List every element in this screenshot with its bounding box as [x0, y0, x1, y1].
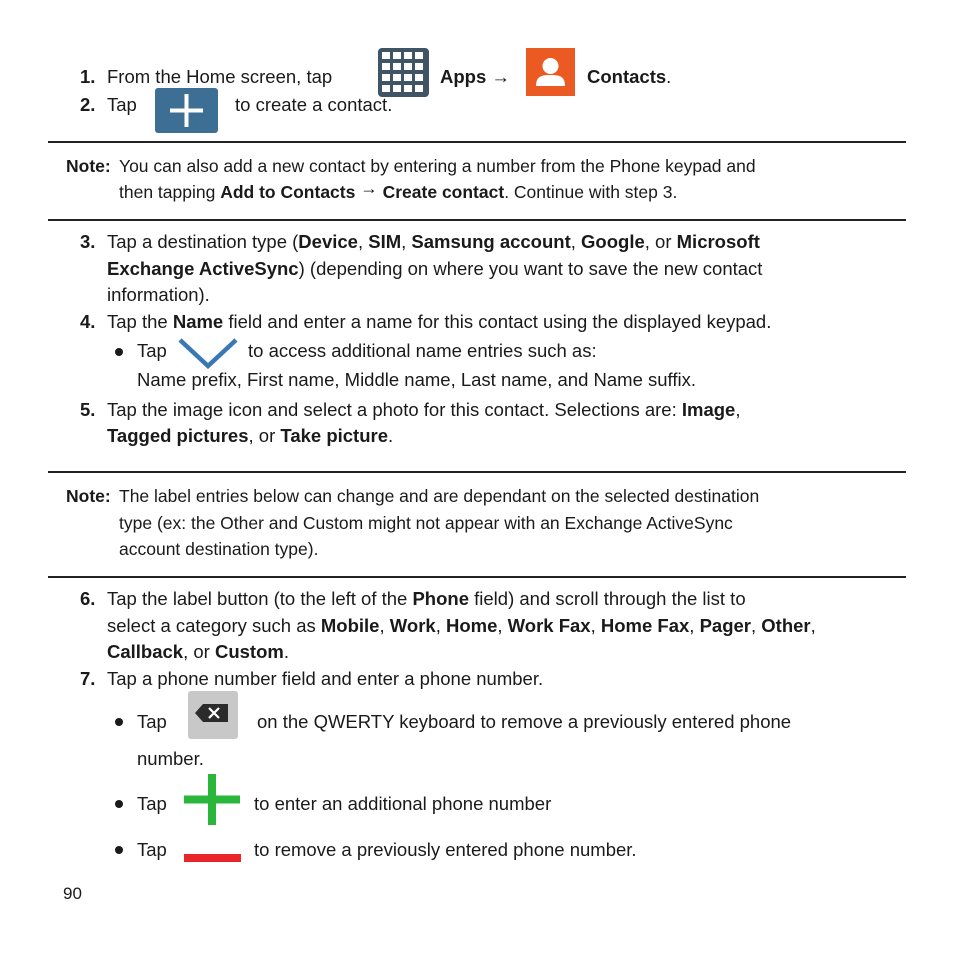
- step-text: Tagged pictures, or Take picture.: [107, 425, 394, 446]
- bullet-text: Tap: [137, 793, 167, 814]
- step-text: Exchange ActiveSync) (depending on where you want to save the new contact: [107, 258, 763, 279]
- contacts-icon: [526, 48, 575, 96]
- note-text: type (ex: the Other and Custom might not appear with an Exchange ActiveSync: [119, 513, 733, 533]
- step-number: 1.: [80, 66, 96, 87]
- bullet: [115, 348, 123, 356]
- bullet-text: to access additional name entries such as:: [248, 340, 597, 361]
- step-text: From the Home screen, tap: [107, 66, 333, 87]
- step-text: to create a contact.: [235, 94, 393, 115]
- bullet: [115, 800, 123, 808]
- divider: [48, 219, 906, 221]
- note-text: You can also add a new contact by entering a number from the Phone keypad and: [119, 156, 756, 176]
- apps-icon: [378, 48, 429, 97]
- backspace-icon: [188, 691, 238, 739]
- step-text: select a category such as Mobile, Work, Home, Work Fax, Home Fax, Pager, Other,: [107, 615, 816, 636]
- bullet-text: number.: [137, 748, 204, 769]
- step-text: Callback, or Custom.: [107, 641, 289, 662]
- note-text: account destination type).: [119, 539, 319, 559]
- step-number: 7.: [80, 668, 96, 689]
- step-text: Tap the image icon and select a photo for this contact. Selections are: Image,: [107, 399, 741, 420]
- bullet-text: on the QWERTY keyboard to remove a previously entered phone: [257, 711, 792, 732]
- apps-label: Apps →: [440, 66, 510, 87]
- chevron-down-icon: [178, 338, 238, 369]
- step-number: 5.: [80, 399, 96, 420]
- note-label: Note:: [66, 156, 111, 176]
- step-text: Tap the label button (to the left of the Phone field) and scroll through the list to: [107, 588, 746, 609]
- divider: [48, 471, 906, 473]
- step-number: 3.: [80, 231, 96, 252]
- step-number: 4.: [80, 311, 96, 332]
- step-text: Tap: [107, 94, 137, 115]
- add-contact-icon: [155, 88, 218, 133]
- bullet: [115, 718, 123, 726]
- step-text: Tap a destination type (Device, SIM, Samsung account, Google, or Microsoft: [107, 231, 760, 252]
- bullet-text: Tap: [137, 711, 167, 732]
- note-text: then tapping Add to Contacts → Create contact. Continue with step 3.: [119, 178, 678, 202]
- bullet-text: to enter an additional phone number: [254, 793, 552, 814]
- note-text: The label entries below can change and are dependant on the selected destination: [119, 486, 760, 506]
- bullet-text: Tap: [137, 340, 167, 361]
- bullet-text: Name prefix, First name, Middle name, Last name, and Name suffix.: [137, 369, 697, 390]
- step-number: 6.: [80, 588, 96, 609]
- step-text: information).: [107, 284, 210, 305]
- contacts-label: Contacts.: [587, 66, 672, 87]
- divider: [48, 576, 906, 578]
- note-label: Note:: [66, 486, 111, 506]
- minus-icon: [184, 843, 241, 851]
- bullet-text: to remove a previously entered phone number.: [254, 839, 637, 860]
- divider: [48, 141, 906, 143]
- bullet-text: Tap: [137, 839, 167, 860]
- step-text: Tap a phone number field and enter a phone number.: [107, 668, 544, 689]
- plus-icon: [184, 774, 240, 825]
- bullet: [115, 846, 123, 854]
- page-number: 90: [63, 884, 82, 903]
- step-number: 2.: [80, 94, 96, 115]
- step-text: Tap the Name field and enter a name for this contact using the displayed keypad.: [107, 311, 772, 332]
